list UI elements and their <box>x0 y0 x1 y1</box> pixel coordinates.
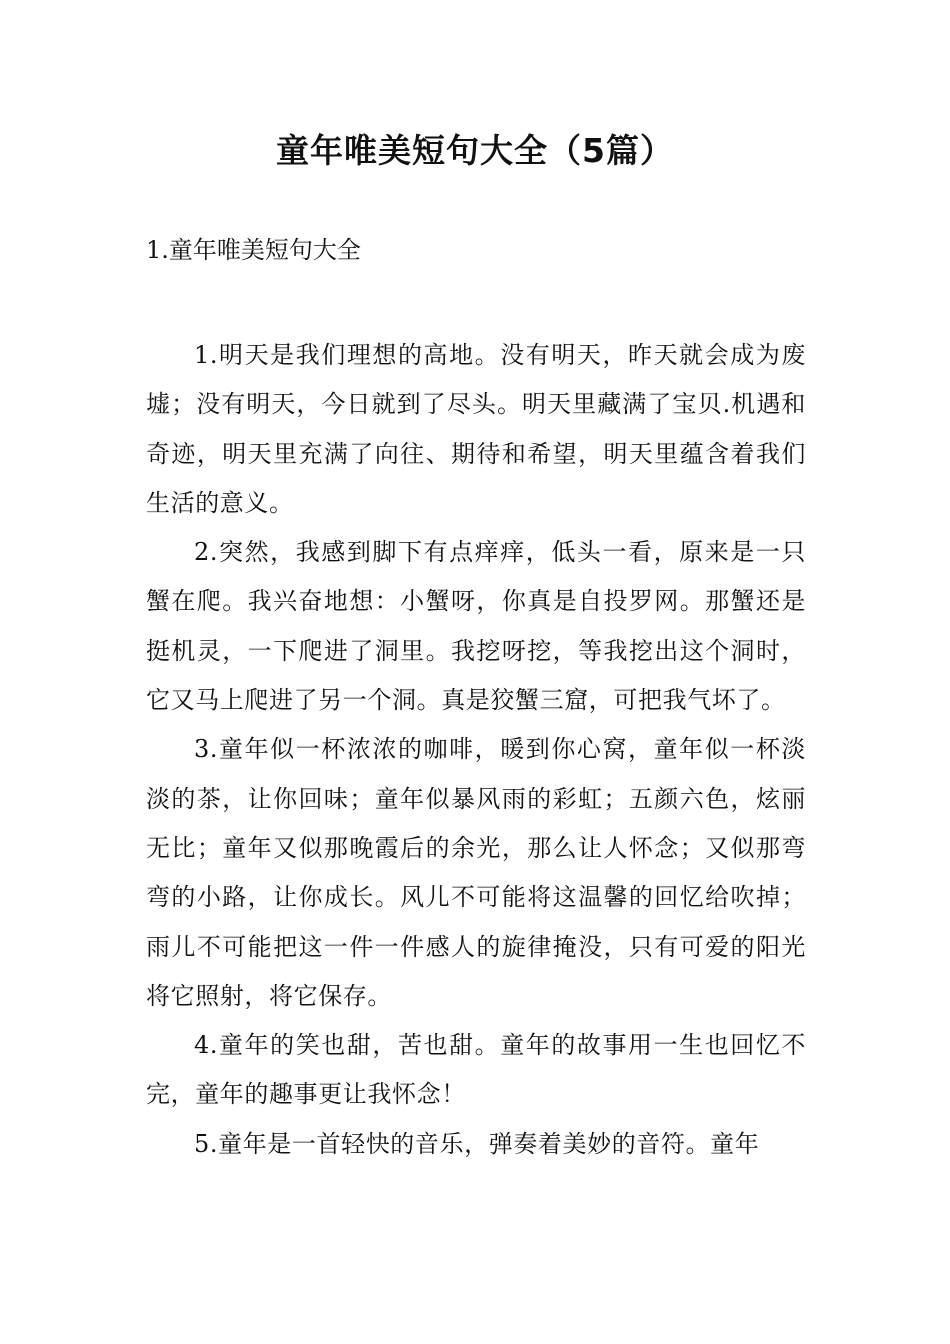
paragraph-4: 4.童年的笑也甜，苦也甜。童年的故事用一生也回忆不完，童年的趣事更让我怀念！ <box>146 1031 806 1109</box>
paragraph-2: 2.突然，我感到脚下有点痒痒，低头一看，原来是一只蟹在爬。我兴奋地想：小蟹呀，你真是自投罗网。那蟹还是挺机灵，一下爬进了洞里。我挖呀挖，等我挖出这个洞时，它又马上爬进了另一个洞。真是狡蟹三窟，可把我气坏了。 <box>146 538 806 715</box>
paragraph-5: 5.童年是一首轻快的音乐，弹奏着美妙的音符。童年 <box>194 1129 760 1158</box>
paragraph-3: 3.童年似一杯浓浓的咖啡，暖到你心窝，童年似一杯淡淡的茶，让你回味；童年似暴风雨的彩虹；五颜六色，炫丽无比；童年又似那晚霞后的余光，那么让人怀念；又似那弯弯的小路，让你成长。风儿不可能将这温馨的回忆给吹掉；雨儿不可能把这一件一件感人的旋律掩没，只有可爱的阳光将它照射，将它保存。 <box>146 735 806 1010</box>
document-body <box>146 331 806 1169</box>
document-title: 童年唯美短句大全（5篇） <box>276 131 674 170</box>
paragraph-1: 1.明天是我们理想的高地。没有明天，昨天就会成为废墟；没有明天，今日就到了尽头。明天里藏满了宝贝.机遇和奇迹，明天里充满了向往、期待和希望，明天里蕴含着我们生活的意义。 <box>146 341 806 517</box>
section-heading: 1.童年唯美短句大全 <box>146 236 361 264</box>
